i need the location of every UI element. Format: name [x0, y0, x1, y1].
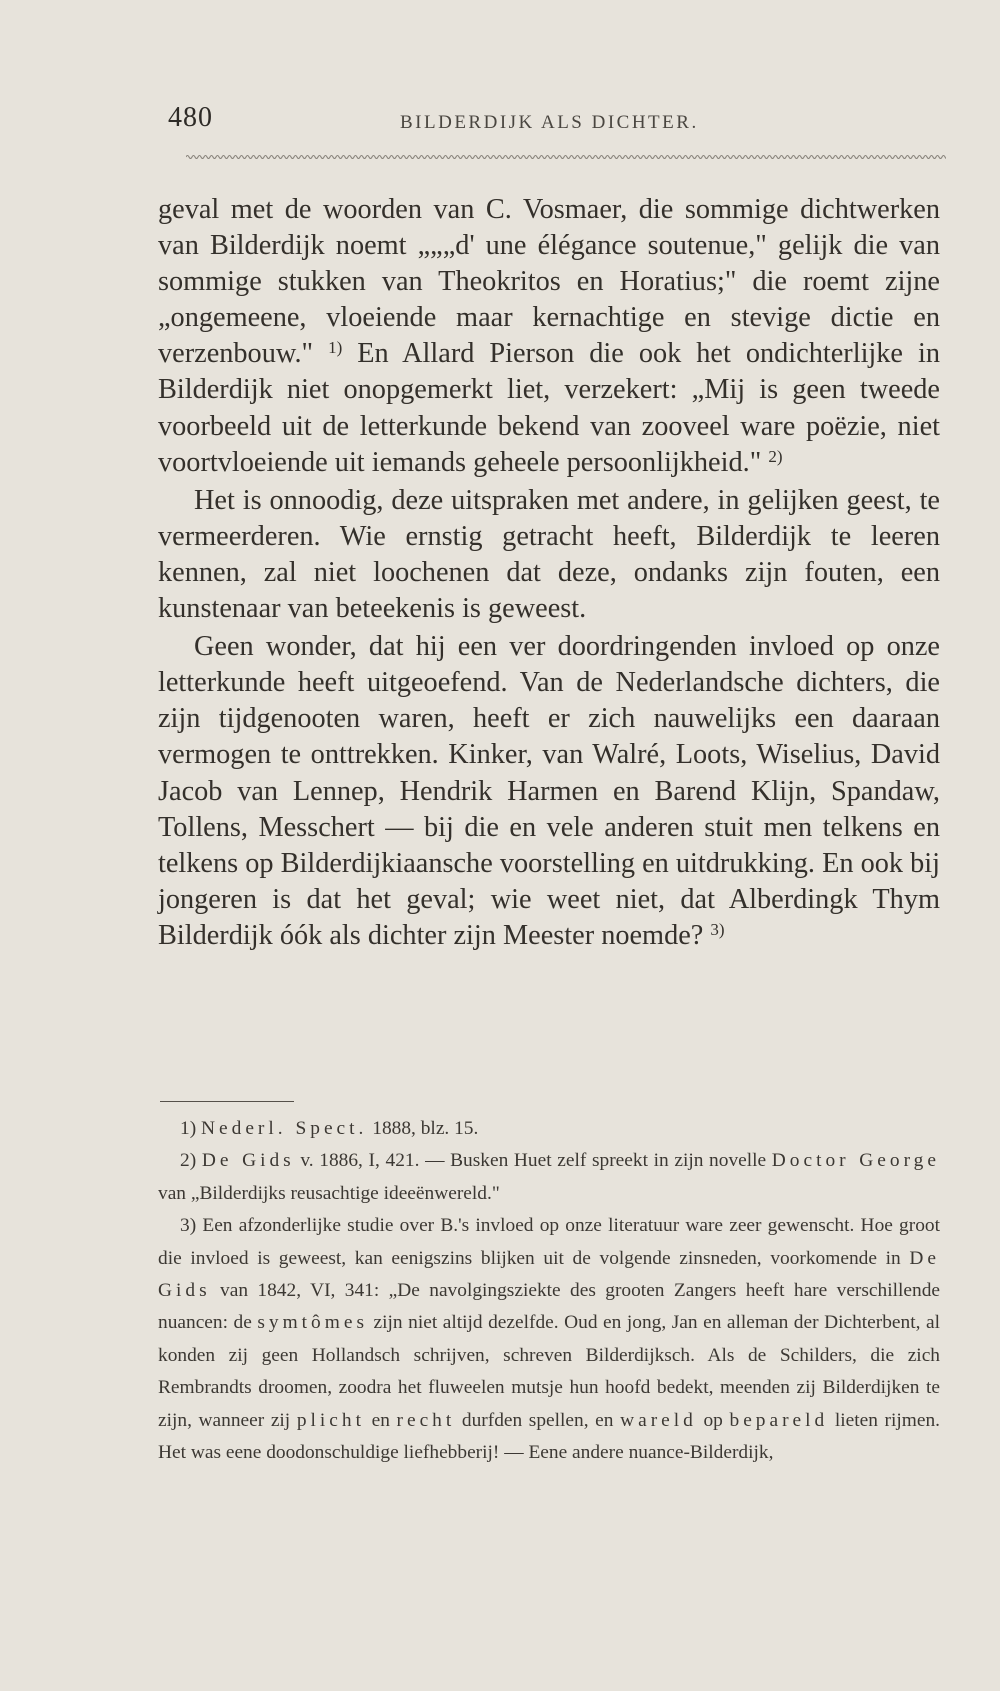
footnote-1-text: 1888, blz. 15. — [367, 1118, 479, 1139]
footnote-1-mark: 1) — [180, 1118, 197, 1139]
footnotes — [158, 1113, 940, 1469]
footnote-2 — [158, 1145, 940, 1210]
footnote-3-text-a: Een afzonderlijke studie over B.'s invloed op onze literatuur ware zeer gewenscht. Hoe groot die invloed is geweest, kan eenigszins blijken uit de volgende zinsneden, voorkomende in — [158, 1215, 940, 1269]
footnote-3-text-e: durfden spellen, en — [455, 1409, 621, 1431]
footnote-2-novel: Doctor George — [771, 1150, 940, 1172]
footnote-3-plicht: plicht — [296, 1409, 365, 1431]
footnote-3-symtomes: symtômes — [257, 1312, 368, 1334]
running-title: BILDERDIJK ALS DICHTER. — [400, 112, 699, 133]
footnote-rule — [160, 1101, 294, 1102]
page-header — [168, 96, 938, 136]
footnote-ref-3: 3) — [710, 919, 725, 939]
footnote-3-mark: 3) — [180, 1215, 197, 1237]
footnote-3 — [158, 1210, 940, 1469]
footnote-1-source: Nederl. Spect. — [201, 1118, 368, 1139]
footnote-3-text-d: en — [364, 1409, 397, 1431]
paragraph-2 — [158, 483, 940, 627]
footnote-3-recht: recht — [396, 1409, 456, 1431]
footnote-ref-2: 2) — [768, 446, 783, 466]
paragraph-2-text: Het is onnoodig, deze uitspraken met andere, in gelijken geest, te vermeerderen. Wie ernstig getracht heeft, Bilderdijk te leeren kennen, zal niet loochenen dat deze, ondanks zijn fouten, een kunstenaar van beteekenis is geweest. — [158, 484, 940, 625]
footnote-3-bepareld: bepareld — [729, 1409, 829, 1431]
body-text — [158, 192, 940, 954]
paragraph-1b-text: En Allard Pierson die ook het ondichterlijke in Bilderdijk niet onopgemerkt liet, verzekert: „Mij is geen tweede voorbeeld uit de letterkunde bekend van zooveel ware poëzie, niet voortvloeiende uit iemands geheele persoonlijkheid." — [158, 338, 940, 478]
footnote-3-text-c: zijn niet altijd dezelfde. Oud en jong, Jan en alleman der Dichterbent, al konden zij geen Hollandsch schrijven, schreven Bilderdijksch. Als de Schilders, die zich Rembrandts droomen, zoodra het fluweelen mutsje hun hoofd bedekt, meenden zij Bilderdijken te zijn, wanneer zij — [158, 1312, 940, 1431]
paragraph-3-text: Geen wonder, dat hij een ver doordringenden invloed op onze letterkunde heeft uitgeoefend. Van de Nederlandsche dichters, die zijn tijdgenooten waren, heeft er zich nauwelijks een daaraan vermogen te onttrekken. Kinker, van Walré, Loots, Wiselius, David Jacob van Lennep, Hendrik Harmen en Barend Klijn, Spandaw, Tollens, Messchert — bij die en vele anderen stuit men telkens en telkens op Bilderdijkiaansche voorstelling en uitdrukking. En ook bij jongeren is dat het geval; wie weet niet, dat Alberdingk Thym Bilderdijk óók als dichter zijn Meester noemde? — [158, 631, 940, 951]
page-number: 480 — [168, 102, 213, 133]
footnote-2-text-end: van „Bilderdijks reusachtige ideeënwereld." — [158, 1182, 500, 1204]
footnote-3-source: De Gids — [158, 1247, 940, 1302]
footnote-3-text-b: van 1842, VI, 341: „De navolgingsziekte des grooten Zangers heeft hare verschillende nuancen: de — [158, 1280, 940, 1334]
footnote-2-source: De Gids — [201, 1150, 295, 1172]
footnote-3-wareld: wareld — [620, 1409, 697, 1431]
wavy-rule — [186, 152, 946, 162]
footnote-3-text-g: lieten rijmen. Het was eene doodonschuldige liefhebberij! — Eene andere nuance-Bilderdijk, — [158, 1409, 941, 1464]
paragraph-1 — [158, 192, 940, 481]
footnote-1 — [158, 1113, 940, 1145]
paragraph-1-text: geval met de woorden van C. Vosmaer, die sommige dichtwerken van Bilderdijk noemt „„„d' une élégance soutenue," gelijk die van sommige stukken van Theokritos en Horatius;" die roemt zijne „ongemeene, vloeiende maar kernachtige en stevige dictie en verzenbouw." — [158, 194, 940, 370]
footnote-2-mark: 2) — [180, 1150, 197, 1172]
paragraph-3 — [158, 629, 940, 954]
footnote-ref-1: 1) — [328, 338, 343, 358]
footnote-2-text: v. 1886, I, 421. — Busken Huet zelf spreekt in zijn novelle — [294, 1150, 772, 1172]
footnote-3-text-f: op — [696, 1409, 730, 1431]
